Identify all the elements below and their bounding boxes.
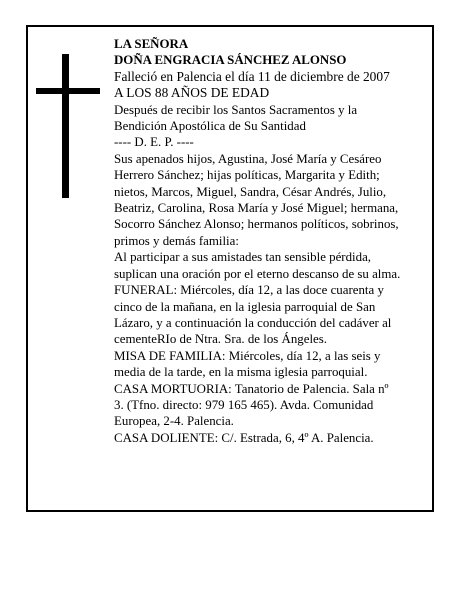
mortuary-line-2: 3. (Tfno. directo: 979 165 465). Avda. Comunidad <box>114 397 374 412</box>
funeral-line-4: cementeRIo de Ntra. Sra. de los Ángeles. <box>114 332 327 347</box>
sacraments-line-1: Después de recibir los Santos Sacramentos y la <box>114 102 358 117</box>
family-line-5: Socorro Sánchez Alonso; hermanos políticos, sobrinos, <box>114 217 399 232</box>
death-date-line: Falleció en Palencia el día 11 de diciembre de 2007 <box>114 68 390 84</box>
mortuary-line-1: CASA MORTUORIA: Tanatorio de Palencia. Sala nº <box>114 381 389 396</box>
age-line: A LOS 88 AÑOS DE EDAD <box>114 85 270 101</box>
deceased-name: DOÑA ENGRACIA SÁNCHEZ ALONSO <box>114 53 347 68</box>
obituary-text <box>114 36 420 446</box>
family-line-1: Sus apenados hijos, Agustina, José María y Cesáreo <box>114 151 382 166</box>
cross-vertical-bar <box>62 54 69 198</box>
request-line-2: suplican una oración por el eterno descanso de su alma. <box>114 266 401 281</box>
family-line-6: primos y demás familia: <box>114 233 239 248</box>
family-line-3: nietos, Marcos, Miguel, Sandra, César Andrés, Julio, <box>114 184 387 199</box>
latin-cross-icon <box>36 54 100 198</box>
family-line-2: Herrero Sánchez; hijas políticas, Margarita y Edith; <box>114 168 380 183</box>
funeral-line-3: Lázaro, y a continuación la conducción del cadáver al <box>114 315 392 330</box>
title-line-1: LA SEÑORA <box>114 37 189 51</box>
family-mass-line-1: MISA DE FAMILIA: Miércoles, día 12, a las seis y <box>114 348 381 363</box>
sacraments-line-2: Bendición Apostólica de Su Santidad <box>114 119 306 134</box>
cross-horizontal-bar <box>36 88 100 94</box>
mortuary-line-3: Europea, 2-4. Palencia. <box>114 414 234 429</box>
rip-line: ---- D. E. P. ---- <box>114 135 194 150</box>
funeral-line-2: cinco de la mañana, en la iglesia parroquial de San <box>114 299 376 314</box>
request-line-1: Al participar a sus amistades tan sensible pérdida, <box>114 250 372 265</box>
mourning-house-line: CASA DOLIENTE: C/. Estrada, 6, 4º A. Palencia. <box>114 430 374 445</box>
funeral-line-1: FUNERAL: Miércoles, día 12, a las doce cuarenta y <box>114 283 384 298</box>
family-line-4: Beatriz, Carolina, Rosa María y José Miguel; hermana, <box>114 201 399 216</box>
family-mass-line-2: media de la tarde, en la misma iglesia parroquial. <box>114 365 368 380</box>
